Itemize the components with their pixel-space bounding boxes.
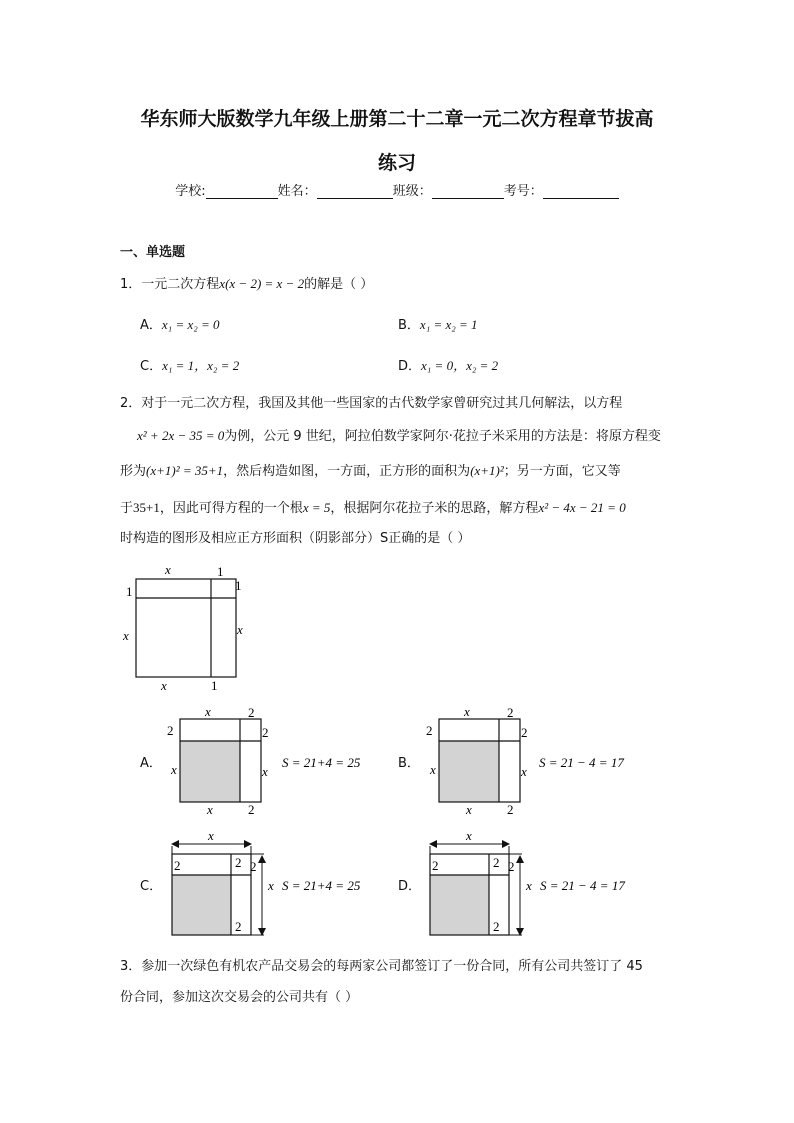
option-c-inner-2-left: 2 <box>174 858 181 873</box>
school-field[interactable] <box>206 184 278 199</box>
option-d-top-x: x <box>466 828 472 843</box>
q2-line4 <box>120 499 626 517</box>
q3-line2: 份合同，参加这次交易会的公司共有（ ） <box>120 990 359 1005</box>
main-right-x: x <box>237 622 243 637</box>
q2-line3-a: 形为 <box>120 464 147 479</box>
q1-option-d-letter: D． <box>398 359 422 374</box>
name-label: 姓名： <box>277 184 317 199</box>
q1-equation: x(x − 2) = x − 2 <box>219 276 305 291</box>
option-c-top-x: x <box>208 828 214 843</box>
q2-line4-a: 于 <box>120 501 134 516</box>
q2-line3-equation2: (x+1)² <box>470 463 504 478</box>
option-d-right-2: 2 <box>508 859 515 874</box>
exam-number-field[interactable] <box>543 184 619 199</box>
section-title: 一、单选题 <box>120 245 186 260</box>
school-label: 学校: <box>175 184 206 199</box>
q2-line3-b: ，然后构造如图，一方面，正方形的面积为 <box>223 464 471 479</box>
q1-option-d-text: x₁ = 0，x₂ = 2 <box>421 358 499 373</box>
q1-option-c[interactable] <box>140 357 239 375</box>
option-b-top-x: x <box>464 704 470 719</box>
q2-line4-equation2: x = 5 <box>302 500 331 515</box>
option-a-top-x: x <box>205 704 211 719</box>
q2-option-d-letter[interactable]: D． <box>398 879 422 894</box>
option-b-left-2: 2 <box>426 723 433 738</box>
option-a-right-x: x <box>262 764 268 779</box>
option-a-shaded-square <box>180 741 240 802</box>
main-left-x: x <box>123 628 129 643</box>
main-bottom-x: x <box>161 678 167 693</box>
q2-option-c-figure <box>164 826 376 942</box>
main-top-1: 1 <box>217 564 224 579</box>
q2-number: 2． <box>120 396 142 411</box>
option-d-inner-2-top: 2 <box>493 855 500 870</box>
option-c-formula: S = 21+4 = 25 <box>282 878 361 893</box>
q2-line2-text: 为例，公元 9 世纪，阿拉伯数学家阿尔·花拉子米采用的方法是：将原方程变 <box>224 429 661 444</box>
option-a-top-2: 2 <box>248 705 255 720</box>
option-a-right-2: 2 <box>262 725 269 740</box>
q3-line1 <box>120 958 643 975</box>
q1-number: 1． <box>120 277 142 292</box>
q1-option-b[interactable] <box>398 316 478 334</box>
option-b-right-x: x <box>521 764 527 779</box>
option-c-right-x: x <box>268 878 274 893</box>
page-title-line2: 练习 <box>377 152 416 174</box>
exam-label: 考号： <box>503 184 543 199</box>
q1-option-d[interactable] <box>398 357 498 375</box>
option-b-shaded-square <box>439 741 499 802</box>
q2-option-a-figure <box>165 704 375 820</box>
option-d-inner-2-bottom: 2 <box>493 919 500 934</box>
q2-line2-equation: x² + 2x − 35 = 0 <box>137 428 225 443</box>
q2-option-d-figure <box>422 826 644 942</box>
q1-option-c-letter: C． <box>140 359 163 374</box>
option-d-right-x: x <box>526 878 532 893</box>
q2-line4-c: ，根据阿尔花拉子米的思路，解方程 <box>330 501 539 516</box>
main-square <box>136 579 236 677</box>
option-c-shaded-square <box>172 875 231 935</box>
q1-stem-prefix: 一元二次方程 <box>141 277 220 292</box>
option-b-bottom-2: 2 <box>507 802 514 817</box>
q1-option-b-text: x₁ = x₂ = 1 <box>419 317 478 332</box>
option-d-inner-2-left: 2 <box>432 858 439 873</box>
option-d-formula: S = 21 − 4 = 17 <box>540 878 625 893</box>
option-a-bottom-x: x <box>207 802 213 817</box>
option-a-left-x: x <box>171 762 177 777</box>
q1-option-a[interactable] <box>140 316 220 334</box>
q2-line2 <box>137 427 661 445</box>
main-bottom-1: 1 <box>211 678 218 693</box>
option-b-formula: S = 21 − 4 = 17 <box>539 755 624 770</box>
q3-number: 3． <box>120 959 142 974</box>
q3-line1-text: 参加一次绿色有机农产品交易会的每两家公司都签订了一份合同，所有公司共签订了 45 <box>141 959 643 974</box>
q1-option-a-text: x₁ = x₂ = 0 <box>161 317 220 332</box>
q2-line1-text: 对于一元二次方程，我国及其他一些国家的古代数学家曾研究过其几何解法，以方程 <box>141 396 623 411</box>
q2-line3-c: ；另一方面，它又等 <box>503 464 621 479</box>
option-b-top-2: 2 <box>507 705 514 720</box>
q2-option-b-letter[interactable]: B． <box>398 756 420 771</box>
q2-main-figure <box>110 558 260 694</box>
student-info-line <box>0 180 794 199</box>
name-field[interactable] <box>317 184 393 199</box>
option-b-bottom-x: x <box>466 802 472 817</box>
q2-line1 <box>120 395 622 412</box>
option-d-shaded-square <box>430 875 489 935</box>
q1-option-a-letter: A． <box>140 318 162 333</box>
option-a-bottom-2: 2 <box>248 802 255 817</box>
q1-option-b-letter: B． <box>398 318 420 333</box>
q2-line4-equation3: x² − 4x − 21 = 0 <box>538 500 626 515</box>
option-b-right-2: 2 <box>521 725 528 740</box>
q2-line5: 时构造的图形及相应正方形面积（阴影部分）S正确的是（ ） <box>120 531 471 546</box>
option-c-inner-2-top: 2 <box>235 855 242 870</box>
q1-stem <box>120 275 373 293</box>
q1-option-c-text: x₁ = 1，x₂ = 2 <box>162 358 240 373</box>
option-a-left-2: 2 <box>167 723 174 738</box>
option-c-right-2: 2 <box>250 859 257 874</box>
q2-line4-equation: 35+1 <box>133 500 160 515</box>
q2-option-a-letter[interactable]: A． <box>140 756 162 771</box>
main-right-1: 1 <box>235 578 242 593</box>
q1-stem-suffix: 的解是（ ） <box>304 277 374 292</box>
page-title-line1: 华东师大版数学九年级上册第二十二章一元二次方程章节拔高 <box>140 108 654 130</box>
q2-line4-b: ，因此可得方程的一个根 <box>159 501 303 516</box>
option-b-left-x: x <box>430 762 436 777</box>
q2-line3-equation: (x+1)² = 35+1 <box>146 463 224 478</box>
q2-line3 <box>120 462 621 480</box>
option-c-inner-2-bottom: 2 <box>235 919 242 934</box>
q2-option-c-letter[interactable]: C． <box>140 879 163 894</box>
main-left-1: 1 <box>126 584 133 599</box>
q2-option-b-figure <box>424 704 644 820</box>
class-label: 班级： <box>392 184 432 199</box>
option-a-formula: S = 21+4 = 25 <box>282 755 361 770</box>
main-top-x: x <box>165 562 171 577</box>
class-field[interactable] <box>432 184 504 199</box>
